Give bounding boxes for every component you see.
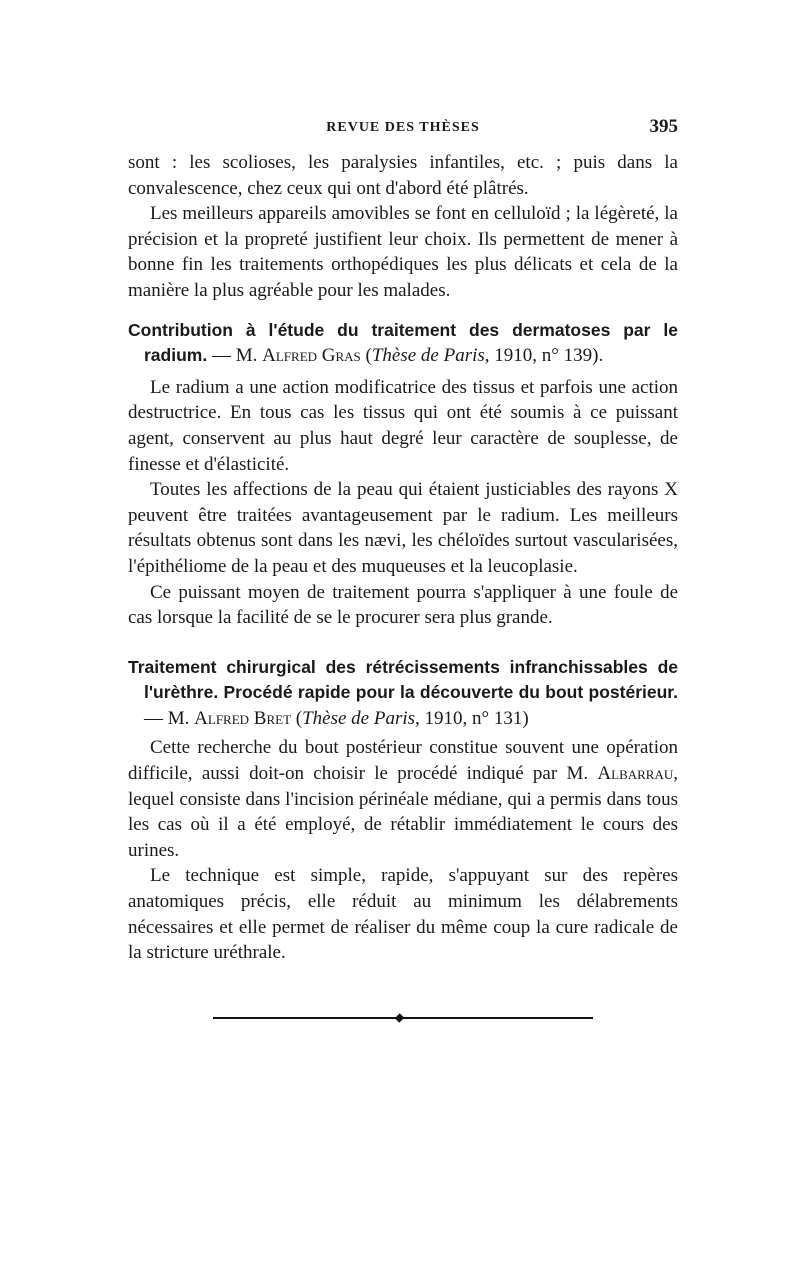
thesis-reference: Thèse de Paris [302, 707, 416, 729]
article-author: Alfred Gras [262, 345, 361, 367]
article-title: Traitement chirurgical des rétrécissements infranchissables de l'urèthre. Procédé rapide pour la découverte du bout postérieur. [128, 656, 678, 703]
article-paragraph: Le radium a une action modificatrice des tissus et parfois une action destructrice. En tous cas les tissus qui ont été soumis à ce puissant agent, conservent au plus haut degré leur caractère de souplesse, de finesse et d'élasticité. [128, 376, 678, 475]
page-number: 395 [649, 116, 678, 137]
article-paragraph: Cette recherche du bout postérieur constitue souvent une opération difficile, aussi doit-on choisir le procédé indiqué par M. Albarrau, lequel consiste dans l'incision périnéale médiane, qui a permis dans tous les cas où il a été employé, de rétablir immédiatement le cours des urines. [128, 737, 678, 861]
continuation-paragraph: Les meilleurs appareils amovibles se font en celluloïd ; la légèreté, la précision et la propreté justifient leur choix. Ils permettent de mener à bonne fin les traitements orthopédiques les plus délicats et cela de la manière la plus agréable pour les malades. [128, 203, 678, 301]
article-title: Contribution à l'étude du traitement des dermatoses par le radium. [128, 319, 678, 366]
author-dash: — M. [207, 345, 263, 367]
article-paragraph: Le technique est simple, rapide, s'appuyant sur des repères anatomiques précis, elle réduit au minimum les délabrements nécessaires et elle permet de réaliser du même coup la cure radicale de la stricture uréthrale. [128, 865, 678, 964]
article-paragraph: Toutes les affections de la peau qui étaient justiciables des rayons X peuvent être traitées avantageusement par le radium. Les meilleurs résultats obtenus sont dans les nævi, les chéloïdes surtout vascularisées, l'épithéliome de la peau et des muqueuses et la leucoplasie. [128, 479, 678, 577]
page-body [128, 150, 678, 966]
cited-author: Albarrau [597, 763, 674, 785]
rule-ornament-icon [395, 1013, 404, 1022]
running-head: REVUE DES THÈSES [326, 120, 480, 135]
article-author: Alfred Bret [194, 707, 292, 729]
author-dash: — M. [144, 707, 195, 729]
article-heading: Traitement chirurgical des rétrécissements infranchissables de l'urèthre. Procédé rapide pour la découverte du bout postérieur. — M. Alfred Bret (Thèse de Paris, 1910, n° 131) [128, 656, 678, 729]
section-end-rule [213, 1013, 593, 1023]
page-header [128, 116, 678, 140]
continuation-paragraph: sont : les scolioses, les paralysies infantiles, etc. ; puis dans la convalescence, chez ceux qui ont d'abord été plâtrés. [128, 152, 678, 199]
thesis-reference: Thèse de Paris [371, 345, 485, 367]
article-paragraph: Ce puissant moyen de traitement pourra s'appliquer à une foule de cas lorsque la facilité de se le procurer sera plus grande. [128, 581, 678, 629]
thesis-year-number: , 1910, n° 139). [484, 345, 604, 367]
thesis-year-number: , 1910, n° 131) [415, 707, 529, 729]
article-heading: Contribution à l'étude du traitement des dermatoses par le radium. — M. Alfred Gras (Thèse de Paris, 1910, n° 139). [128, 319, 678, 367]
